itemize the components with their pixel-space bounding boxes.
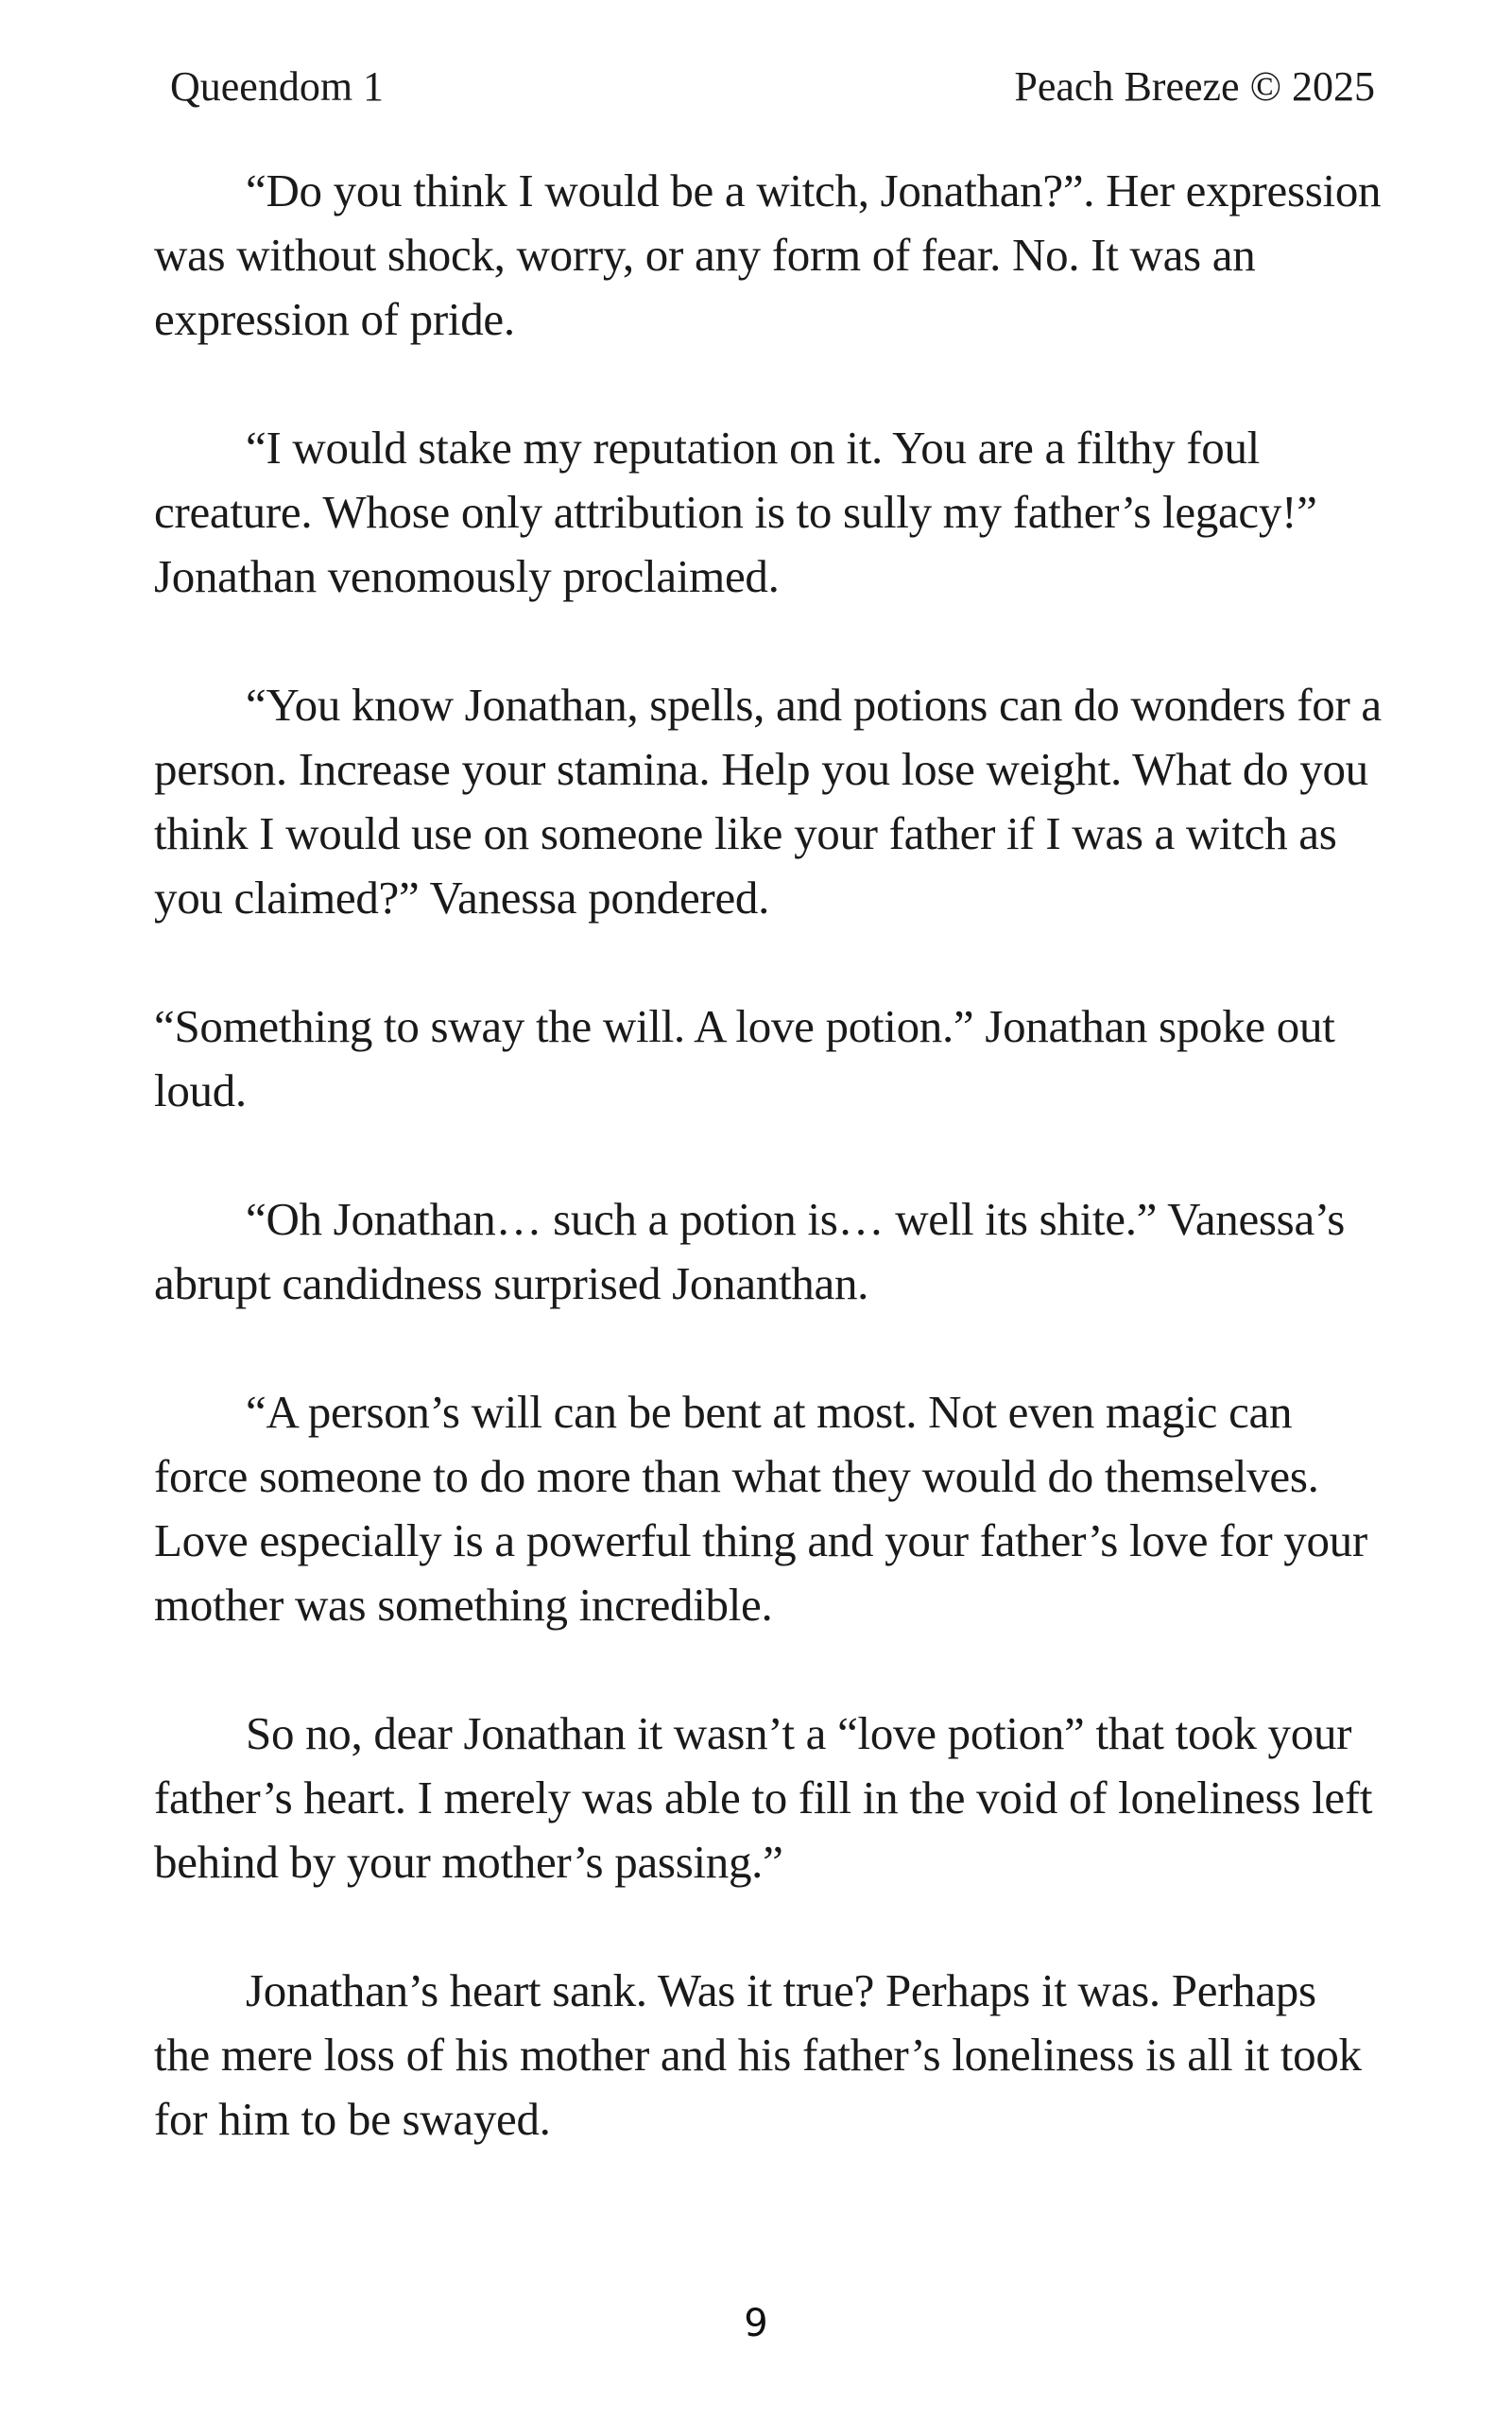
story-text (154, 159, 1383, 2216)
book-title: Queendom 1 (170, 63, 385, 110)
paragraph: Jonathan’s heart sank. Was it true? Perhaps it was. Perhaps the mere loss of his mother and his father’s loneliness is all it took for him to be swayed. (154, 1964, 1362, 2145)
page-number: 9 (744, 2302, 768, 2345)
paragraph: “You know Jonathan, spells, and potions can do wonders for a person. Increase your stamina. Help you lose weight. What do you think I would use on someone like your father if I was a witch as you claimed?” Vanessa pondered. (154, 679, 1382, 924)
paragraph: “Something to sway the will. A love potion.” Jonathan spoke out loud. (154, 1000, 1335, 1116)
copyright-notice: Peach Breeze © 2025 (1014, 63, 1375, 110)
running-header (170, 59, 1375, 115)
paragraph: “I would stake my reputation on it. You are a filthy foul creature. Whose only attribution is to sully my father’s legacy!” Jonathan venomously proclaimed. (154, 422, 1317, 602)
paragraph: “Oh Jonathan… such a potion is… well its shite.” Vanessa’s abrupt candidness surprised Jonanthan. (154, 1193, 1345, 1309)
paragraph: “A person’s will can be bent at most. Not even magic can force someone to do more than what they would do themselves. Love especially is a powerful thing and your father’s love for your mother was something incredible. (154, 1386, 1367, 1631)
paragraph: So no, dear Jonathan it wasn’t a “love potion” that took your father’s heart. I merely was able to fill in the void of loneliness left behind by your mother’s passing.” (154, 1707, 1373, 1888)
paragraph: “Do you think I would be a witch, Jonathan?”. Her expression was without shock, worry, or any form of fear. No. It was an expression of pride. (154, 164, 1382, 345)
